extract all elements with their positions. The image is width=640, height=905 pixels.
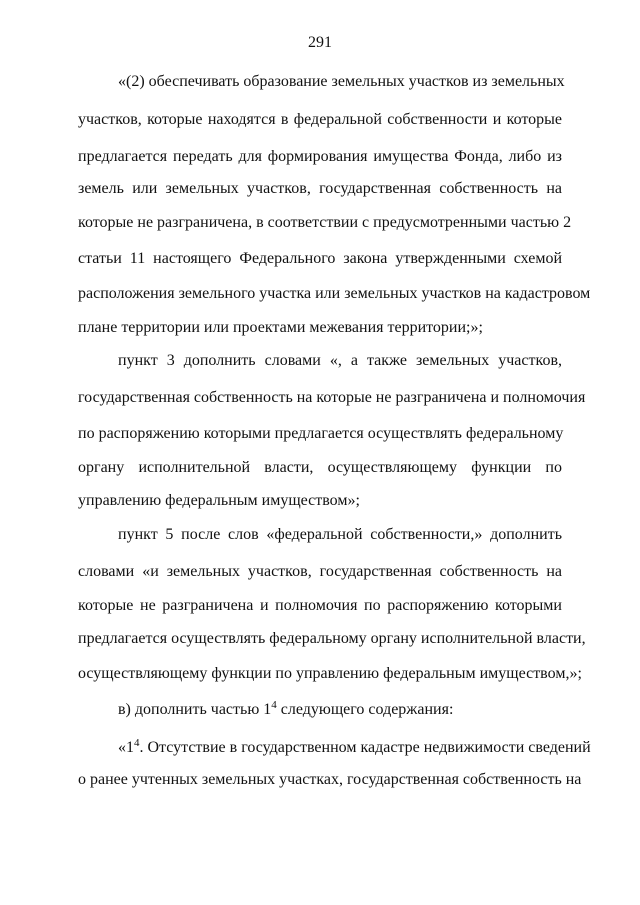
text-line: управлению федеральным имуществом»; bbox=[78, 492, 360, 509]
text-line: пункт 3 дополнить словами «, а также земельных участков, bbox=[118, 352, 562, 369]
text-line: плане территории или проектами межевания территории;»; bbox=[78, 319, 483, 336]
superscript: 4 bbox=[134, 737, 140, 749]
text-line: расположения земельного участка или земельных участков на кадастровом bbox=[78, 285, 591, 302]
page-number: 291 bbox=[308, 34, 332, 51]
text-line: участков, которые находятся в федеральной собственности и которые bbox=[78, 111, 562, 128]
text-line: осуществляющему функции по управлению федеральным имуществом,»; bbox=[78, 665, 582, 682]
text-line: о ранее учтенных земельных участках, государственная собственность на bbox=[78, 771, 582, 788]
text-run: в) дополнить частью 1 bbox=[118, 701, 272, 718]
text-line: «(2) обеспечивать образование земельных участков из земельных bbox=[118, 73, 565, 90]
text-line: которые не разграничена и полномочия по распоряжению которыми bbox=[78, 597, 562, 614]
paragraph-4 bbox=[118, 700, 562, 720]
text-line: предлагается передать для формирования имущества Фонда, либо из bbox=[78, 148, 562, 165]
text-line bbox=[118, 737, 591, 758]
text-line: по распоряжению которыми предлагается осуществлять федеральному bbox=[78, 425, 564, 442]
text-line: статьи 11 настоящего Федерального закона утвержденными схемой bbox=[78, 250, 562, 267]
superscript: 4 bbox=[271, 699, 277, 711]
text-line: предлагается осуществлять федеральному органу исполнительной власти, bbox=[78, 630, 586, 647]
text-run: следующего содержания: bbox=[276, 701, 454, 718]
text-line: органу исполнительной власти, осуществляющему функции по bbox=[78, 459, 562, 476]
text-line: пункт 5 после слов «федеральной собственности,» дополнить bbox=[118, 526, 562, 543]
text-run: «1 bbox=[118, 739, 134, 756]
text-line: государственная собственность на которые не разграничена и полномочия bbox=[78, 389, 586, 406]
text-line: словами «и земельных участков, государственная собственность на bbox=[78, 563, 562, 580]
text-line: земель или земельных участков, государственная собственность на bbox=[78, 180, 562, 197]
text-run: . Отсутствие в государственном кадастре недвижимости сведений bbox=[139, 739, 591, 756]
text-line: которые не разграничена, в соответствии с предусмотренными частью 2 bbox=[78, 214, 572, 231]
